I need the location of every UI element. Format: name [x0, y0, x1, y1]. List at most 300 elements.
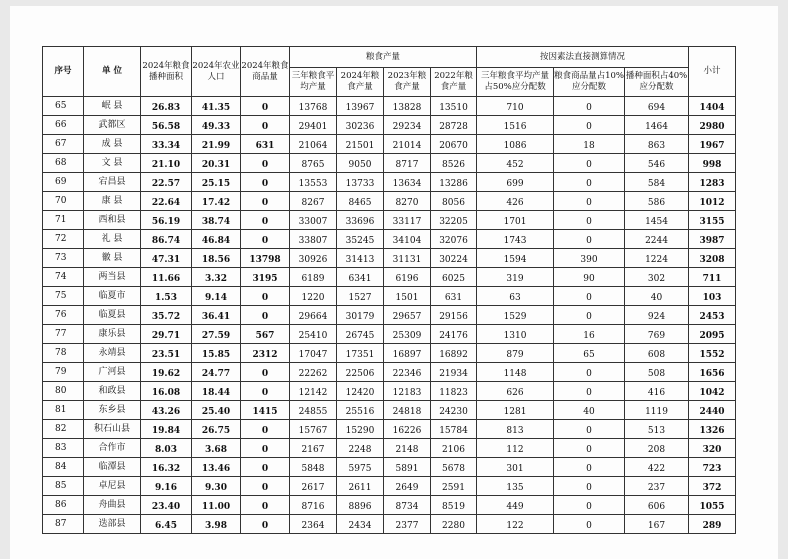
table-row	[43, 268, 736, 287]
cell-y2024: 30236	[337, 116, 384, 135]
cell-c10: 0	[554, 306, 625, 325]
cell-c50: 1516	[477, 116, 554, 135]
cell-unit: 成 县	[84, 135, 141, 154]
cell-y2023: 33117	[384, 211, 431, 230]
table-row	[43, 363, 736, 382]
cell-c10: 65	[554, 344, 625, 363]
cell-y2022: 24176	[431, 325, 477, 344]
cell-c40: 769	[625, 325, 689, 344]
cell-subtotal: 103	[689, 287, 736, 306]
cell-c50: 879	[477, 344, 554, 363]
cell-y2022: 2280	[431, 515, 477, 534]
cell-c40: 863	[625, 135, 689, 154]
cell-commodity: 0	[241, 173, 290, 192]
cell-subtotal: 2095	[689, 325, 736, 344]
cell-area: 29.71	[141, 325, 192, 344]
cell-y2022: 11823	[431, 382, 477, 401]
document-page	[10, 6, 778, 559]
cell-y2023: 13634	[384, 173, 431, 192]
cell-seq: 85	[43, 477, 84, 496]
cell-avg3: 6189	[290, 268, 337, 287]
table-row	[43, 287, 736, 306]
cell-area: 16.32	[141, 458, 192, 477]
cell-c10: 90	[554, 268, 625, 287]
cell-pop: 26.75	[192, 420, 241, 439]
cell-area: 86.74	[141, 230, 192, 249]
cell-area: 23.40	[141, 496, 192, 515]
cell-area: 47.31	[141, 249, 192, 268]
cell-commodity: 567	[241, 325, 290, 344]
cell-c10: 0	[554, 97, 625, 116]
cell-pop: 15.85	[192, 344, 241, 363]
cell-c10: 40	[554, 401, 625, 420]
cell-c50: 1701	[477, 211, 554, 230]
cell-y2023: 34104	[384, 230, 431, 249]
cell-y2022: 5678	[431, 458, 477, 477]
table-row	[43, 439, 736, 458]
cell-y2023: 8270	[384, 192, 431, 211]
cell-area: 19.84	[141, 420, 192, 439]
cell-y2024: 8896	[337, 496, 384, 515]
cell-seq: 84	[43, 458, 84, 477]
cell-seq: 83	[43, 439, 84, 458]
cell-y2024: 2611	[337, 477, 384, 496]
cell-area: 16.08	[141, 382, 192, 401]
cell-commodity: 0	[241, 477, 290, 496]
header-grain-group: 粮食产量	[290, 47, 477, 68]
cell-y2024: 13733	[337, 173, 384, 192]
cell-c40: 302	[625, 268, 689, 287]
cell-y2022: 13510	[431, 97, 477, 116]
cell-avg3: 15767	[290, 420, 337, 439]
cell-unit: 舟曲县	[84, 496, 141, 515]
cell-seq: 70	[43, 192, 84, 211]
cell-pop: 49.33	[192, 116, 241, 135]
header-commodity: 2024年粮食商品量	[241, 47, 290, 97]
cell-subtotal: 289	[689, 515, 736, 534]
cell-c50: 710	[477, 97, 554, 116]
cell-unit: 徽 县	[84, 249, 141, 268]
cell-c40: 586	[625, 192, 689, 211]
cell-y2023: 16897	[384, 344, 431, 363]
cell-seq: 66	[43, 116, 84, 135]
cell-avg3: 12142	[290, 382, 337, 401]
cell-c10: 0	[554, 363, 625, 382]
cell-pop: 18.56	[192, 249, 241, 268]
cell-commodity: 2312	[241, 344, 290, 363]
table-row	[43, 344, 736, 363]
header-c50: 三年粮食平均产量占50%应分配数	[477, 68, 554, 97]
cell-y2024: 31413	[337, 249, 384, 268]
cell-c40: 2244	[625, 230, 689, 249]
cell-commodity: 0	[241, 97, 290, 116]
cell-avg3: 33807	[290, 230, 337, 249]
cell-c50: 63	[477, 287, 554, 306]
cell-y2022: 30224	[431, 249, 477, 268]
cell-area: 35.72	[141, 306, 192, 325]
header-c10: 粮食商品量占10%应分配数	[554, 68, 625, 97]
cell-avg3: 33007	[290, 211, 337, 230]
cell-subtotal: 320	[689, 439, 736, 458]
cell-seq: 74	[43, 268, 84, 287]
cell-y2022: 21934	[431, 363, 477, 382]
cell-seq: 76	[43, 306, 84, 325]
cell-seq: 79	[43, 363, 84, 382]
cell-y2023: 22346	[384, 363, 431, 382]
table-row	[43, 515, 736, 534]
cell-c50: 813	[477, 420, 554, 439]
cell-y2023: 6196	[384, 268, 431, 287]
cell-c50: 626	[477, 382, 554, 401]
cell-seq: 67	[43, 135, 84, 154]
cell-y2024: 5975	[337, 458, 384, 477]
table-row	[43, 496, 736, 515]
cell-c40: 1119	[625, 401, 689, 420]
cell-pop: 9.14	[192, 287, 241, 306]
cell-subtotal: 3208	[689, 249, 736, 268]
cell-commodity: 0	[241, 211, 290, 230]
cell-avg3: 8267	[290, 192, 337, 211]
cell-unit: 临夏县	[84, 306, 141, 325]
cell-c40: 1224	[625, 249, 689, 268]
cell-seq: 73	[43, 249, 84, 268]
cell-area: 43.26	[141, 401, 192, 420]
cell-c40: 1454	[625, 211, 689, 230]
cell-seq: 77	[43, 325, 84, 344]
cell-y2024: 22506	[337, 363, 384, 382]
cell-y2024: 2434	[337, 515, 384, 534]
cell-pop: 46.84	[192, 230, 241, 249]
cell-y2022: 8526	[431, 154, 477, 173]
cell-y2024: 17351	[337, 344, 384, 363]
cell-seq: 75	[43, 287, 84, 306]
cell-c40: 40	[625, 287, 689, 306]
cell-c10: 0	[554, 192, 625, 211]
cell-c40: 237	[625, 477, 689, 496]
cell-y2024: 26745	[337, 325, 384, 344]
cell-subtotal: 1283	[689, 173, 736, 192]
cell-seq: 65	[43, 97, 84, 116]
cell-c10: 18	[554, 135, 625, 154]
table-row	[43, 192, 736, 211]
cell-unit: 合作市	[84, 439, 141, 458]
table-row	[43, 458, 736, 477]
cell-pop: 3.68	[192, 439, 241, 458]
cell-y2023: 1501	[384, 287, 431, 306]
cell-avg3: 2364	[290, 515, 337, 534]
cell-unit: 迭部县	[84, 515, 141, 534]
cell-c10: 0	[554, 173, 625, 192]
cell-y2022: 2106	[431, 439, 477, 458]
cell-c50: 1743	[477, 230, 554, 249]
cell-y2023: 8717	[384, 154, 431, 173]
cell-c10: 0	[554, 154, 625, 173]
cell-pop: 38.74	[192, 211, 241, 230]
table-row	[43, 230, 736, 249]
cell-y2023: 24818	[384, 401, 431, 420]
cell-c50: 449	[477, 496, 554, 515]
cell-area: 8.03	[141, 439, 192, 458]
cell-pop: 25.15	[192, 173, 241, 192]
cell-pop: 27.59	[192, 325, 241, 344]
cell-pop: 13.46	[192, 458, 241, 477]
header-unit: 单 位	[84, 47, 141, 97]
cell-c10: 0	[554, 458, 625, 477]
cell-subtotal: 711	[689, 268, 736, 287]
cell-y2023: 12183	[384, 382, 431, 401]
cell-commodity: 13798	[241, 249, 290, 268]
cell-avg3: 29664	[290, 306, 337, 325]
cell-c50: 319	[477, 268, 554, 287]
cell-area: 21.10	[141, 154, 192, 173]
cell-subtotal: 1967	[689, 135, 736, 154]
cell-c10: 0	[554, 420, 625, 439]
table-row	[43, 382, 736, 401]
cell-unit: 广河县	[84, 363, 141, 382]
cell-commodity: 0	[241, 420, 290, 439]
table-row	[43, 211, 736, 230]
cell-subtotal: 723	[689, 458, 736, 477]
cell-avg3: 17047	[290, 344, 337, 363]
cell-subtotal: 1404	[689, 97, 736, 116]
cell-y2023: 29234	[384, 116, 431, 135]
header-seq: 序号	[43, 47, 84, 97]
cell-c40: 606	[625, 496, 689, 515]
cell-y2023: 13828	[384, 97, 431, 116]
cell-c10: 0	[554, 287, 625, 306]
cell-seq: 71	[43, 211, 84, 230]
cell-y2022: 32076	[431, 230, 477, 249]
cell-unit: 西和县	[84, 211, 141, 230]
cell-area: 19.62	[141, 363, 192, 382]
cell-pop: 18.44	[192, 382, 241, 401]
cell-avg3: 29401	[290, 116, 337, 135]
cell-subtotal: 1055	[689, 496, 736, 515]
cell-commodity: 0	[241, 192, 290, 211]
cell-y2022: 8519	[431, 496, 477, 515]
cell-c40: 608	[625, 344, 689, 363]
cell-pop: 3.32	[192, 268, 241, 287]
cell-c10: 0	[554, 211, 625, 230]
table-body	[43, 97, 736, 534]
cell-area: 22.64	[141, 192, 192, 211]
cell-avg3: 8765	[290, 154, 337, 173]
cell-pop: 11.00	[192, 496, 241, 515]
cell-seq: 81	[43, 401, 84, 420]
cell-c50: 1310	[477, 325, 554, 344]
cell-commodity: 0	[241, 458, 290, 477]
cell-seq: 78	[43, 344, 84, 363]
cell-y2024: 21501	[337, 135, 384, 154]
header-pop: 2024年农业人口	[192, 47, 241, 97]
cell-c40: 546	[625, 154, 689, 173]
cell-c50: 426	[477, 192, 554, 211]
cell-unit: 临夏市	[84, 287, 141, 306]
cell-seq: 72	[43, 230, 84, 249]
header-area: 2024年粮食播种面积	[141, 47, 192, 97]
cell-pop: 3.98	[192, 515, 241, 534]
header-y2022: 2022年粮食产量	[431, 68, 477, 97]
cell-c10: 0	[554, 230, 625, 249]
cell-subtotal: 372	[689, 477, 736, 496]
cell-c50: 301	[477, 458, 554, 477]
cell-unit: 岷 县	[84, 97, 141, 116]
cell-commodity: 0	[241, 287, 290, 306]
cell-avg3: 21064	[290, 135, 337, 154]
cell-c10: 0	[554, 496, 625, 515]
cell-commodity: 0	[241, 382, 290, 401]
cell-y2023: 5891	[384, 458, 431, 477]
cell-y2024: 2248	[337, 439, 384, 458]
cell-avg3: 13553	[290, 173, 337, 192]
cell-subtotal: 2453	[689, 306, 736, 325]
cell-y2024: 25516	[337, 401, 384, 420]
cell-seq: 86	[43, 496, 84, 515]
cell-seq: 82	[43, 420, 84, 439]
cell-y2024: 6341	[337, 268, 384, 287]
table-row	[43, 116, 736, 135]
cell-pop: 25.40	[192, 401, 241, 420]
cell-y2024: 12420	[337, 382, 384, 401]
table-row	[43, 325, 736, 344]
cell-commodity: 0	[241, 116, 290, 135]
cell-seq: 80	[43, 382, 84, 401]
cell-c10: 0	[554, 116, 625, 135]
cell-c10: 390	[554, 249, 625, 268]
cell-unit: 临潭县	[84, 458, 141, 477]
cell-unit: 礼 县	[84, 230, 141, 249]
grain-allocation-table	[42, 46, 736, 534]
cell-y2022: 2591	[431, 477, 477, 496]
cell-c10: 0	[554, 382, 625, 401]
cell-subtotal: 2980	[689, 116, 736, 135]
cell-area: 26.83	[141, 97, 192, 116]
cell-avg3: 25410	[290, 325, 337, 344]
cell-unit: 康 县	[84, 192, 141, 211]
cell-y2022: 24230	[431, 401, 477, 420]
cell-c50: 122	[477, 515, 554, 534]
cell-c40: 508	[625, 363, 689, 382]
cell-y2022: 28728	[431, 116, 477, 135]
cell-c50: 699	[477, 173, 554, 192]
cell-commodity: 0	[241, 363, 290, 382]
cell-area: 22.57	[141, 173, 192, 192]
header-c40: 播种面积占40% 应分配数	[625, 68, 689, 97]
cell-c50: 112	[477, 439, 554, 458]
table-row	[43, 401, 736, 420]
cell-unit: 和政县	[84, 382, 141, 401]
cell-pop: 20.31	[192, 154, 241, 173]
cell-subtotal: 2440	[689, 401, 736, 420]
cell-y2022: 29156	[431, 306, 477, 325]
cell-avg3: 1220	[290, 287, 337, 306]
cell-seq: 68	[43, 154, 84, 173]
cell-area: 11.66	[141, 268, 192, 287]
cell-subtotal: 998	[689, 154, 736, 173]
cell-commodity: 1415	[241, 401, 290, 420]
cell-commodity: 0	[241, 154, 290, 173]
cell-y2022: 6025	[431, 268, 477, 287]
header-y2023: 2023年粮食产量	[384, 68, 431, 97]
cell-area: 56.58	[141, 116, 192, 135]
cell-subtotal: 3987	[689, 230, 736, 249]
cell-y2022: 631	[431, 287, 477, 306]
cell-unit: 武都区	[84, 116, 141, 135]
cell-c40: 924	[625, 306, 689, 325]
cell-seq: 69	[43, 173, 84, 192]
cell-area: 6.45	[141, 515, 192, 534]
cell-avg3: 5848	[290, 458, 337, 477]
table-row	[43, 477, 736, 496]
cell-area: 56.19	[141, 211, 192, 230]
cell-y2024: 30179	[337, 306, 384, 325]
table-row	[43, 420, 736, 439]
table-row	[43, 135, 736, 154]
header-avg3: 三年粮食平均产量	[290, 68, 337, 97]
cell-c50: 1529	[477, 306, 554, 325]
cell-y2022: 8056	[431, 192, 477, 211]
cell-y2023: 8734	[384, 496, 431, 515]
cell-y2023: 31131	[384, 249, 431, 268]
cell-subtotal: 1326	[689, 420, 736, 439]
cell-y2024: 1527	[337, 287, 384, 306]
cell-y2023: 2377	[384, 515, 431, 534]
cell-y2022: 20670	[431, 135, 477, 154]
cell-commodity: 0	[241, 230, 290, 249]
cell-unit: 宕昌县	[84, 173, 141, 192]
cell-commodity: 0	[241, 306, 290, 325]
cell-c40: 513	[625, 420, 689, 439]
table-row	[43, 249, 736, 268]
header-calc-group: 按因素法直接测算情况	[477, 47, 689, 68]
cell-c50: 1148	[477, 363, 554, 382]
cell-subtotal: 1552	[689, 344, 736, 363]
cell-avg3: 2617	[290, 477, 337, 496]
cell-unit: 积石山县	[84, 420, 141, 439]
cell-unit: 永靖县	[84, 344, 141, 363]
cell-commodity: 0	[241, 439, 290, 458]
cell-unit: 卓尼县	[84, 477, 141, 496]
cell-unit: 康乐县	[84, 325, 141, 344]
cell-y2022: 32205	[431, 211, 477, 230]
cell-c50: 1594	[477, 249, 554, 268]
cell-c10: 0	[554, 515, 625, 534]
cell-c10: 0	[554, 477, 625, 496]
table-row	[43, 173, 736, 192]
cell-pop: 21.99	[192, 135, 241, 154]
cell-y2024: 8465	[337, 192, 384, 211]
cell-y2022: 16892	[431, 344, 477, 363]
cell-area: 9.16	[141, 477, 192, 496]
cell-y2024: 35245	[337, 230, 384, 249]
cell-commodity: 0	[241, 496, 290, 515]
cell-subtotal: 1656	[689, 363, 736, 382]
cell-pop: 41.35	[192, 97, 241, 116]
cell-y2023: 2649	[384, 477, 431, 496]
cell-unit: 文 县	[84, 154, 141, 173]
cell-area: 33.34	[141, 135, 192, 154]
cell-c50: 135	[477, 477, 554, 496]
cell-pop: 24.77	[192, 363, 241, 382]
cell-unit: 东乡县	[84, 401, 141, 420]
cell-y2023: 2148	[384, 439, 431, 458]
cell-c40: 422	[625, 458, 689, 477]
cell-area: 23.51	[141, 344, 192, 363]
cell-subtotal: 1012	[689, 192, 736, 211]
cell-y2022: 13286	[431, 173, 477, 192]
cell-y2023: 29657	[384, 306, 431, 325]
cell-pop: 17.42	[192, 192, 241, 211]
